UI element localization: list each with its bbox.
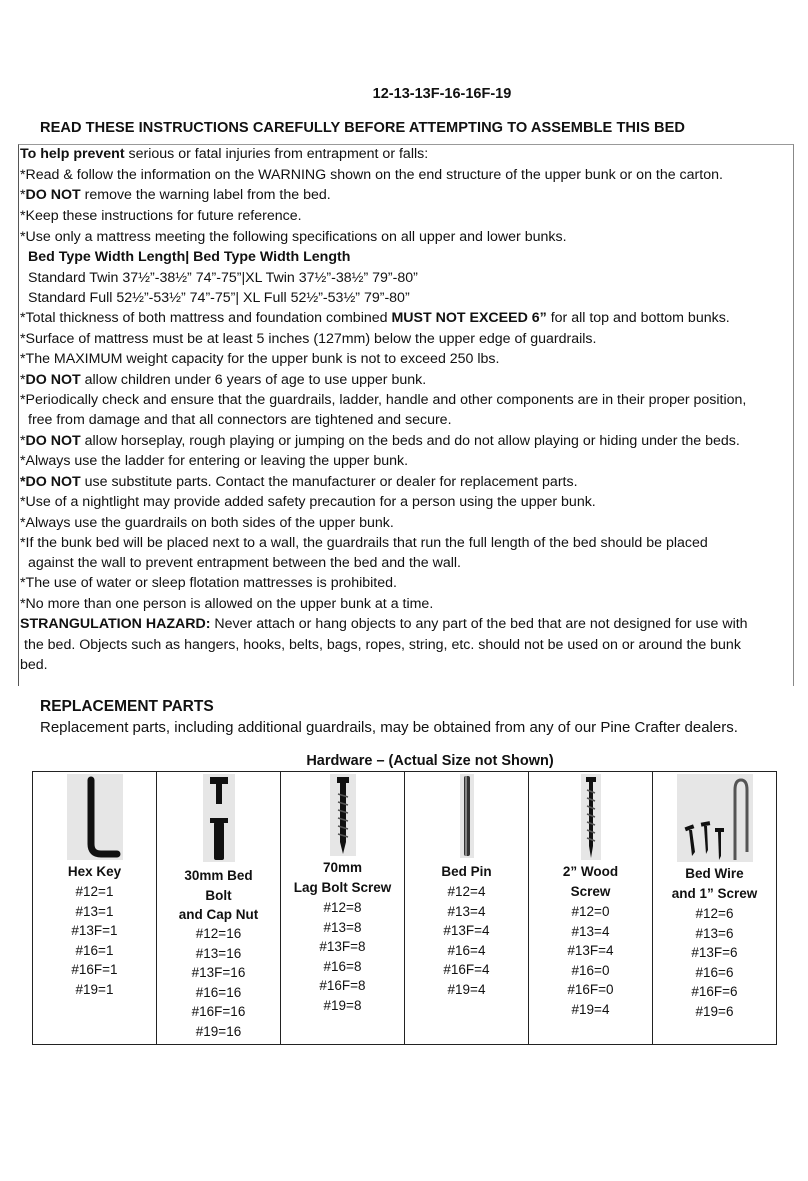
part-name: Bed Wire and 1” Screw: [671, 866, 758, 901]
bed-pin-image: [458, 772, 476, 865]
warning-line: free from damage and that all connectors are tightened and secure.: [28, 412, 452, 428]
part-quantities: #12=1 #13=1 #13F=1 #16=1 #16F=1 #19=1: [71, 884, 118, 997]
part-quantities: #12=8 #13=8 #13F=8 #16=8 #16F=8 #19=8: [319, 900, 366, 1013]
hardware-table: [32, 771, 777, 1045]
warning-bold: DO NOT: [25, 372, 81, 388]
hardware-cell-bed-wire: [653, 772, 777, 1045]
model-numbers: 12-13-13F-16-16F-19: [372, 86, 512, 102]
mattress-spec-header: Bed Type Width Length| Bed Type Width Length: [28, 249, 351, 265]
warning-line: *Read & follow the information on the WARNING shown on the end structure of the upper bunk or on the carton.: [20, 167, 723, 183]
warning-line: *Use only a mattress meeting the following specifications on all upper and lower bunks.: [20, 229, 567, 245]
warning-line: bed.: [20, 657, 48, 673]
warning-line: *Use of a nightlight may provide added safety precaution for a person using the upper bunk.: [20, 494, 596, 510]
warning-line: *The MAXIMUM weight capacity for the upper bunk is not to exceed 250 lbs.: [20, 351, 500, 367]
part-name: 2” Wood Screw: [562, 864, 619, 899]
warning-bold: *DO NOT: [20, 474, 81, 490]
warning-line: *If the bunk bed will be placed next to a wall, the guardrails that run the full length of the bed should be placed: [20, 535, 708, 551]
warning-line: [20, 432, 740, 450]
warning-text: *Total thickness of both mattress and foundation combined: [20, 310, 392, 326]
replacement-parts-title: REPLACEMENT PARTS: [40, 698, 214, 715]
part-name: Bed Pin: [441, 864, 492, 879]
warning-text: *: [20, 433, 26, 449]
warning-bold: MUST NOT EXCEED 6”: [391, 310, 547, 326]
warning-text: for all top and bottom bunks.: [546, 310, 730, 326]
mattress-spec-row: Standard Full 52½”-53½” 74”-75”| XL Full 52½”-53½” 79”-80”: [28, 290, 410, 306]
warning-line: *Always use the ladder for entering or leaving the upper bunk.: [20, 453, 409, 469]
part-name: 70mm Lag Bolt Screw: [293, 860, 392, 895]
mattress-spec-row: Standard Twin 37½”-38½” 74”-75”|XL Twin 37½”-38½” 79”-80”: [28, 270, 418, 286]
hardware-cell-lag-bolt: [281, 772, 405, 1045]
warning-line: [20, 473, 578, 491]
instructions-heading: READ THESE INSTRUCTIONS CAREFULLY BEFORE ATTEMPTING TO ASSEMBLE THIS BED: [40, 120, 685, 136]
warning-line: *No more than one person is allowed on the upper bunk at a time.: [20, 596, 434, 612]
warning-text: allow horseplay, rough playing or jumping on the beds and do not allow playing or hiding under the beds.: [80, 433, 740, 449]
lag-bolt-screw-image: [328, 772, 358, 863]
part-quantities: #12=0 #13=4 #13F=4 #16=0 #16F=0 #19=4: [567, 904, 614, 1017]
warning-text: *: [20, 187, 26, 203]
warning-text: serious or fatal injuries from entrapment or falls:: [124, 146, 429, 162]
warning-text: use substitute parts. Contact the manufacturer or dealer for replacement parts.: [80, 474, 578, 490]
hardware-cell-bed-pin: [405, 772, 529, 1045]
warning-line: [20, 186, 331, 204]
warning-line: *Always use the guardrails on both sides of the upper bunk.: [20, 515, 394, 531]
warning-line: [20, 615, 748, 633]
warning-bold: DO NOT: [25, 433, 81, 449]
bed-bolt-image: [201, 772, 237, 869]
hex-key-image: [65, 772, 125, 867]
warning-line: *The use of water or sleep flotation mattresses is prohibited.: [20, 575, 397, 591]
warning-bold: DO NOT: [25, 187, 81, 203]
hardware-cell-bed-bolt: [157, 772, 281, 1045]
warning-text: *: [20, 372, 26, 388]
bed-wire-image: [675, 772, 755, 869]
warning-line: [20, 371, 426, 389]
part-quantities: #12=16 #13=16 #13F=16 #16=16 #16F=16 #19=16: [191, 926, 246, 1039]
warning-text: allow children under 6 years of age to use upper bunk.: [80, 372, 427, 388]
warning-line: [20, 309, 730, 327]
wood-screw-image: [579, 772, 603, 867]
part-quantities: #12=4 #13=4 #13F=4 #16=4 #16F=4 #19=4: [443, 884, 490, 997]
warning-line: *Periodically check and ensure that the guardrails, ladder, handle and other components are in their proper position,: [20, 392, 747, 408]
replacement-parts-text: Replacement parts, including additional guardrails, may be obtained from any of our Pine Crafter dealers.: [40, 719, 738, 736]
warning-line: against the wall to prevent entrapment between the bed and the wall.: [28, 555, 462, 571]
part-name: 30mm Bed Bolt and Cap Nut: [178, 868, 259, 922]
warning-line: *Keep these instructions for future reference.: [20, 208, 302, 224]
warning-text: remove the warning label from the bed.: [80, 187, 331, 203]
hardware-title: Hardware – (Actual Size not Shown): [306, 753, 554, 769]
warning-line: [20, 145, 428, 163]
hardware-cell-hex-key: [33, 772, 157, 1045]
warning-text: Never attach or hang objects to any part of the bed that are not designed for use with: [210, 616, 748, 632]
warning-bold: STRANGULATION HAZARD:: [20, 616, 211, 632]
warning-line: *Surface of mattress must be at least 5 inches (127mm) below the upper edge of guardrails.: [20, 331, 597, 347]
part-name: Hex Key: [67, 864, 122, 879]
hardware-cell-wood-screw: [529, 772, 653, 1045]
part-quantities: #12=6 #13=6 #13F=6 #16=6 #16F=6 #19=6: [691, 906, 738, 1019]
warning-line: the bed. Objects such as hangers, hooks, belts, bags, ropes, string, etc. should not be used on or around the bunk: [24, 637, 741, 653]
warning-bold: To help prevent: [20, 146, 125, 162]
